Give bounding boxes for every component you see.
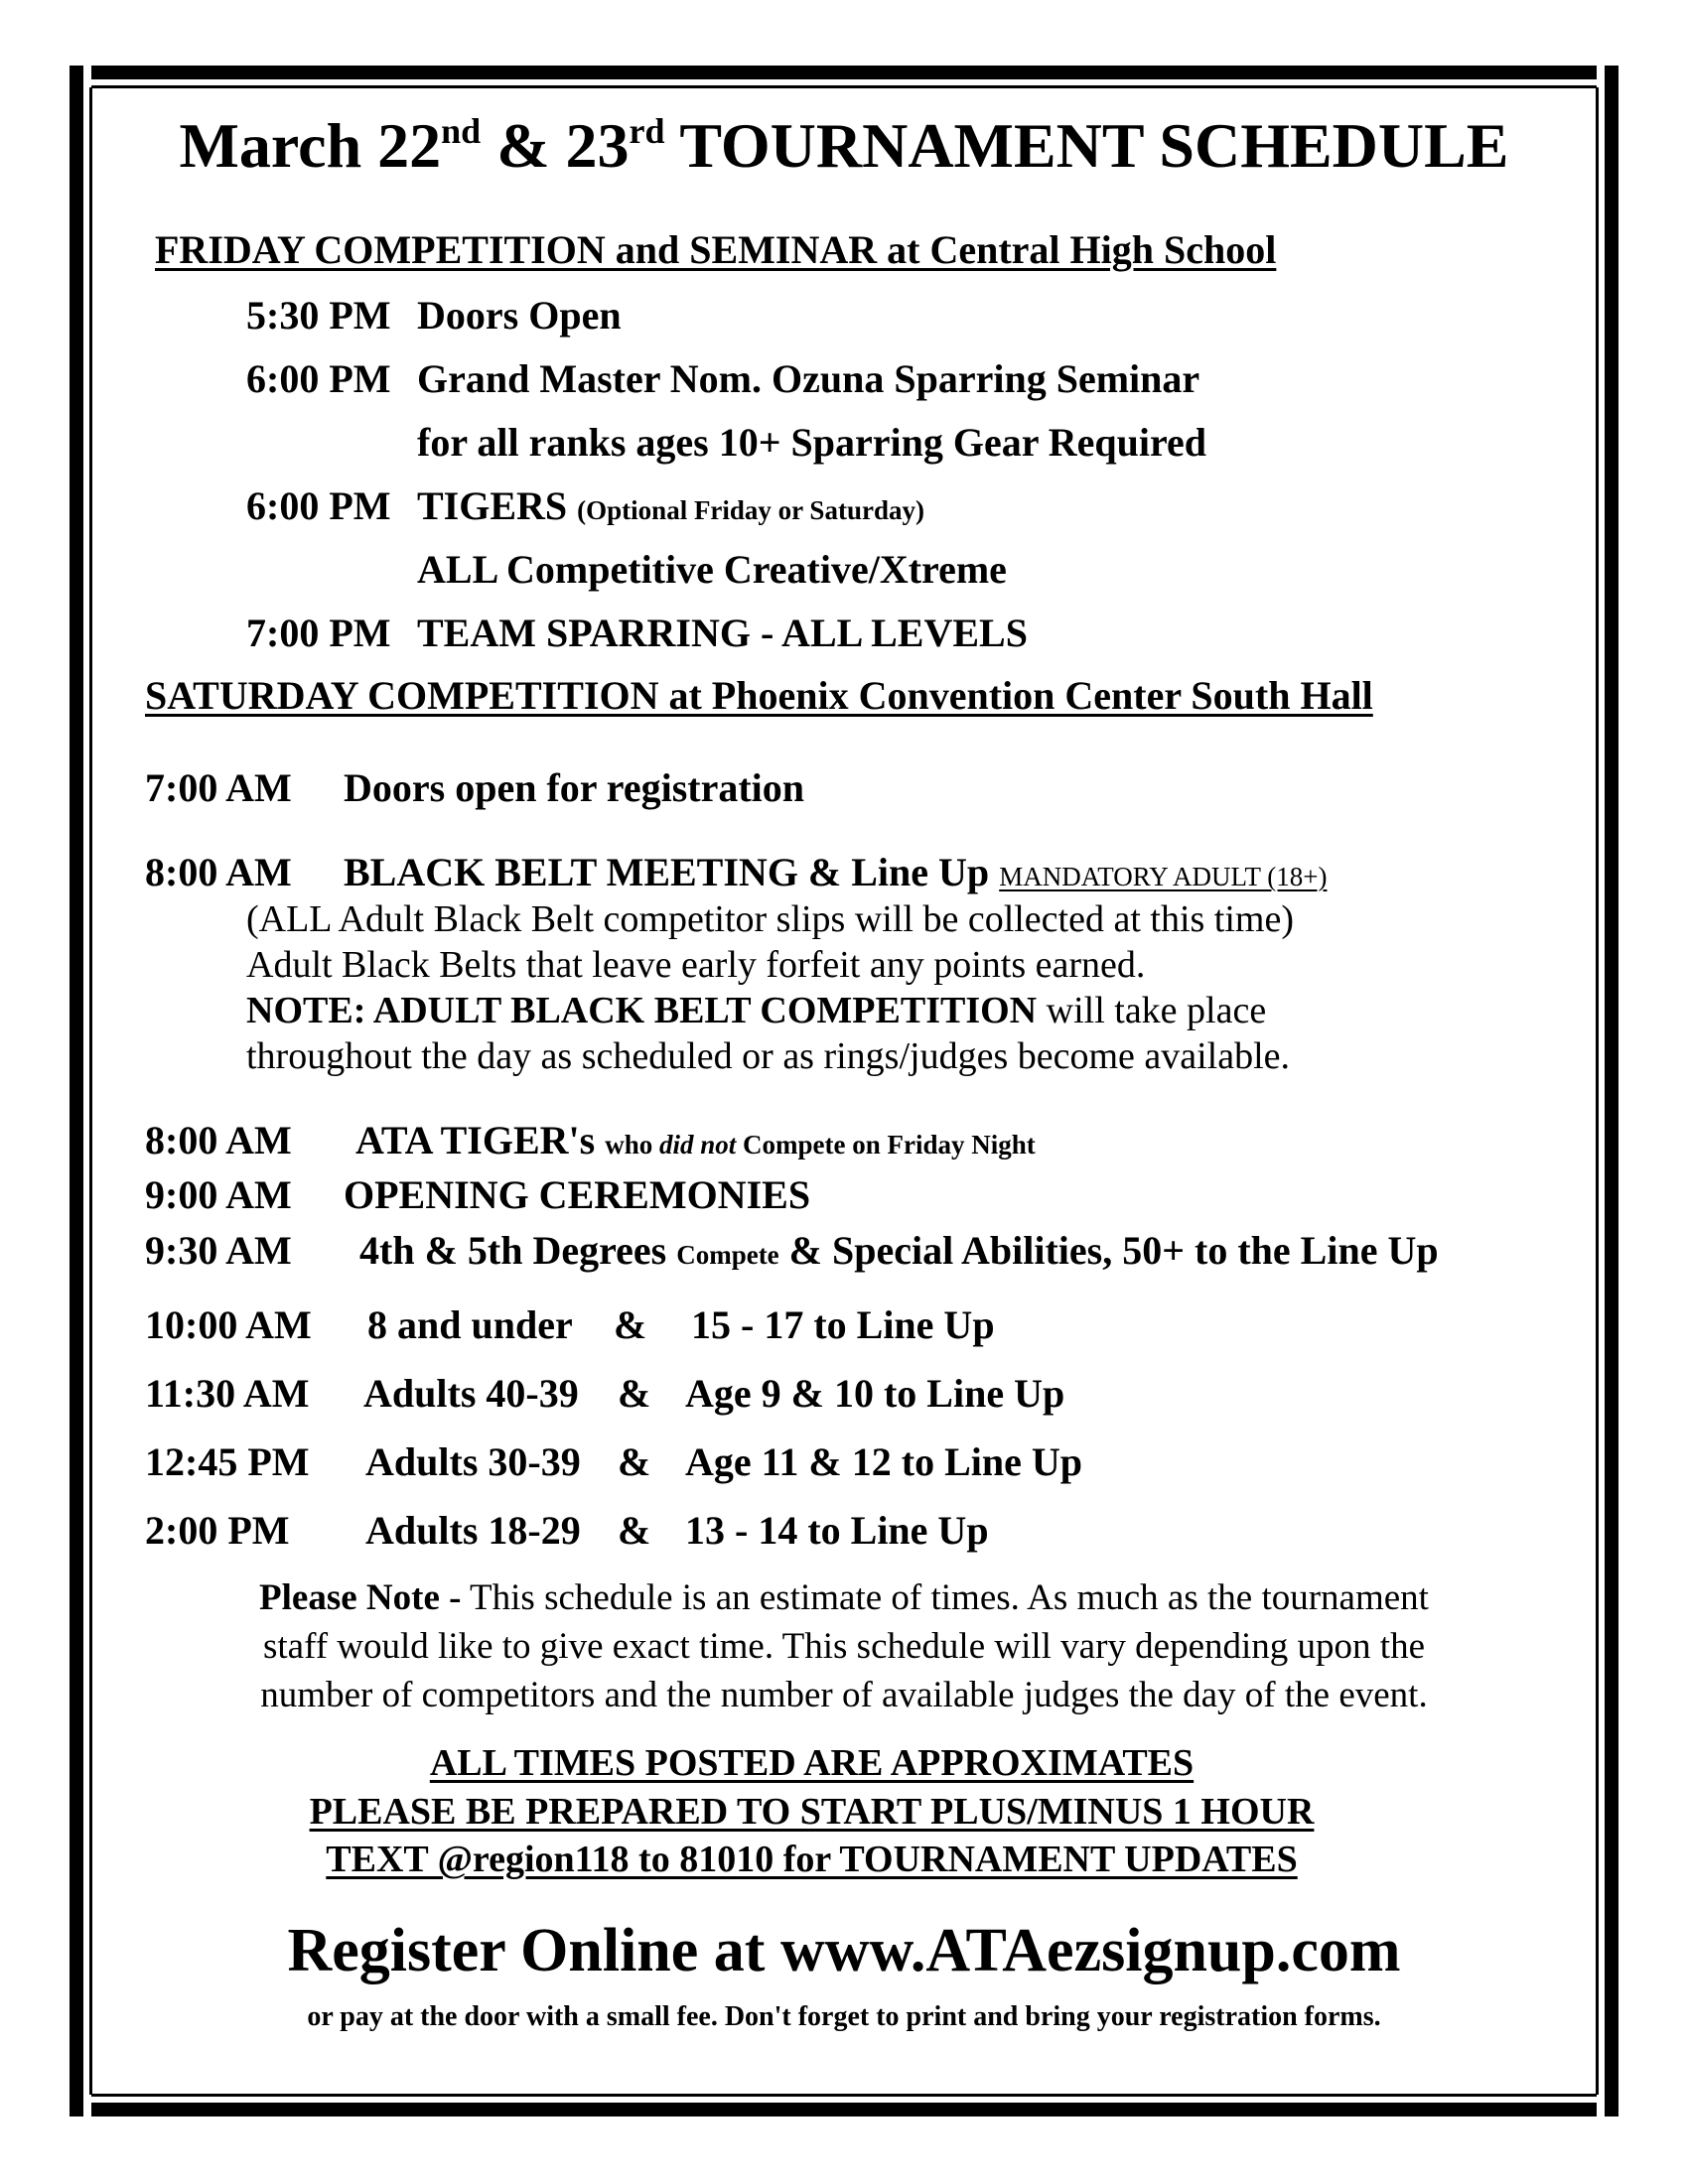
please-note-label: Please Note - [259,1577,462,1618]
saturday-time: 7:00 AM [145,765,292,810]
border-inner-top [91,85,1597,88]
tigers-note: (Optional Friday or Saturday) [577,495,924,525]
saturday-event: OPENING CEREMONIES [344,1172,811,1217]
friday-event: Grand Master Nom. Ozuna Sparring Seminar [417,356,1200,401]
lineup-time: 11:30 AM [145,1371,310,1416]
lineup-other: Age 11 & 12 to Line Up [685,1439,1082,1484]
saturday-heading: SATURDAY COMPETITION at Phoenix Convention Center South Hall [145,673,1373,718]
tiger-note-b: Compete on Friday Night [736,1130,1036,1160]
register-sub: or pay at the door with a small fee. Don't forget to print and bring your registration forms. [307,2001,1381,2032]
lineup-time: 10:00 AM [145,1302,312,1347]
friday-event: ALL Competitive Creative/Xtreme [417,547,1007,592]
lineup-other: 13 - 14 to Line Up [685,1508,989,1553]
title-part: March 22 [179,110,442,181]
note-label: NOTE: ADULT BLACK BELT COMPETITION [246,990,1038,1031]
notice-line: TEXT @region118 to 81010 for TOURNAMENT UPDATES [326,1839,1298,1880]
tiger-note-a: who [605,1130,659,1160]
border-bottom [91,2103,1597,2116]
please-note-line: staff would like to give exact time. This schedule will vary depending upon the [262,1626,1426,1667]
lineup-group: 8 and under [367,1302,573,1347]
friday-event: for all ranks ages 10+ Sparring Gear Required [417,420,1207,465]
mandatory-tag: MANDATORY ADULT (18+) [999,862,1328,891]
saturday-event [355,1117,1036,1163]
tigers-label: TIGERS [417,483,568,528]
lineup-group: Adults 18-29 [365,1508,581,1553]
title-sup: nd [441,111,482,151]
lineup-time: 2:00 PM [145,1508,290,1553]
title-part: TOURNAMENT SCHEDULE [664,110,1509,181]
friday-event: TEAM SPARRING - ALL LEVELS [417,611,1028,655]
please-note-text: This schedule is an estimate of times. As much as the tournament [461,1577,1429,1618]
tiger-label: ATA TIGER's [355,1118,596,1162]
register-headline: Register Online at www.ATAezsignup.com [287,1917,1401,1984]
lineup-other: Age 9 & 10 to Line Up [685,1371,1065,1416]
saturday-event [359,1227,1439,1274]
meeting-note: (ALL Adult Black Belt competitor slips will be collected at this time) [246,898,1294,940]
friday-time: 6:00 PM [246,356,391,401]
corner-br [1605,2095,1618,2116]
saturday-time: 8:00 AM [145,1118,292,1162]
meeting-label: BLACK BELT MEETING & Line Up [344,850,990,894]
meeting-note: throughout the day as scheduled or as rings/judges become available. [246,1035,1291,1077]
title-part: & 23 [481,110,630,181]
corner-tl [70,66,83,87]
saturday-event: Doors open for registration [344,765,805,810]
friday-event: Doors Open [417,293,622,338]
lineup-group: Adults 40-39 [363,1371,579,1416]
saturday-event [344,849,1327,895]
degrees-label: 4th & 5th Degrees [359,1228,667,1273]
saturday-time: 8:00 AM [145,850,292,894]
lineup-other: 15 - 17 to Line Up [691,1302,995,1347]
friday-heading: FRIDAY COMPETITION and SEMINAR at Central High School [155,227,1277,272]
friday-time: 5:30 PM [246,293,391,338]
lineup-amp: & [618,1508,651,1553]
please-note-line: number of competitors and the number of available judges the day of the event. [260,1675,1428,1715]
degrees-rest: & Special Abilities, 50+ to the Line Up [788,1228,1439,1273]
title-sup: rd [629,111,665,151]
friday-time: 6:00 PM [246,483,391,528]
lineup-amp: & [618,1439,651,1484]
saturday-time: 9:00 AM [145,1172,292,1217]
corner-tr [1605,66,1618,87]
saturday-time: 9:30 AM [145,1228,292,1273]
lineup-time: 12:45 PM [145,1439,310,1484]
friday-time: 7:00 PM [246,611,391,655]
notice-line: ALL TIMES POSTED ARE APPROXIMATES [429,1742,1195,1784]
border-inner-bottom [91,2094,1597,2097]
degrees-note: Compete [676,1240,779,1270]
please-note [0,1573,1688,1622]
tiger-note-em: did not [658,1130,737,1160]
border-top [91,66,1597,79]
corner-bl [70,2095,83,2116]
lineup-amp: & [614,1302,647,1347]
friday-event [417,482,924,529]
notice-line: PLEASE BE PREPARED TO START PLUS/MINUS 1 HOUR [309,1791,1315,1833]
meeting-note: Adult Black Belts that leave early forfeit any points earned. [246,944,1146,986]
meeting-note [246,988,1266,1033]
lineup-amp: & [618,1371,651,1416]
note-text: will take place [1037,990,1267,1031]
lineup-group: Adults 30-39 [365,1439,581,1484]
page-title [0,109,1688,183]
tiger-note [605,1130,1036,1160]
